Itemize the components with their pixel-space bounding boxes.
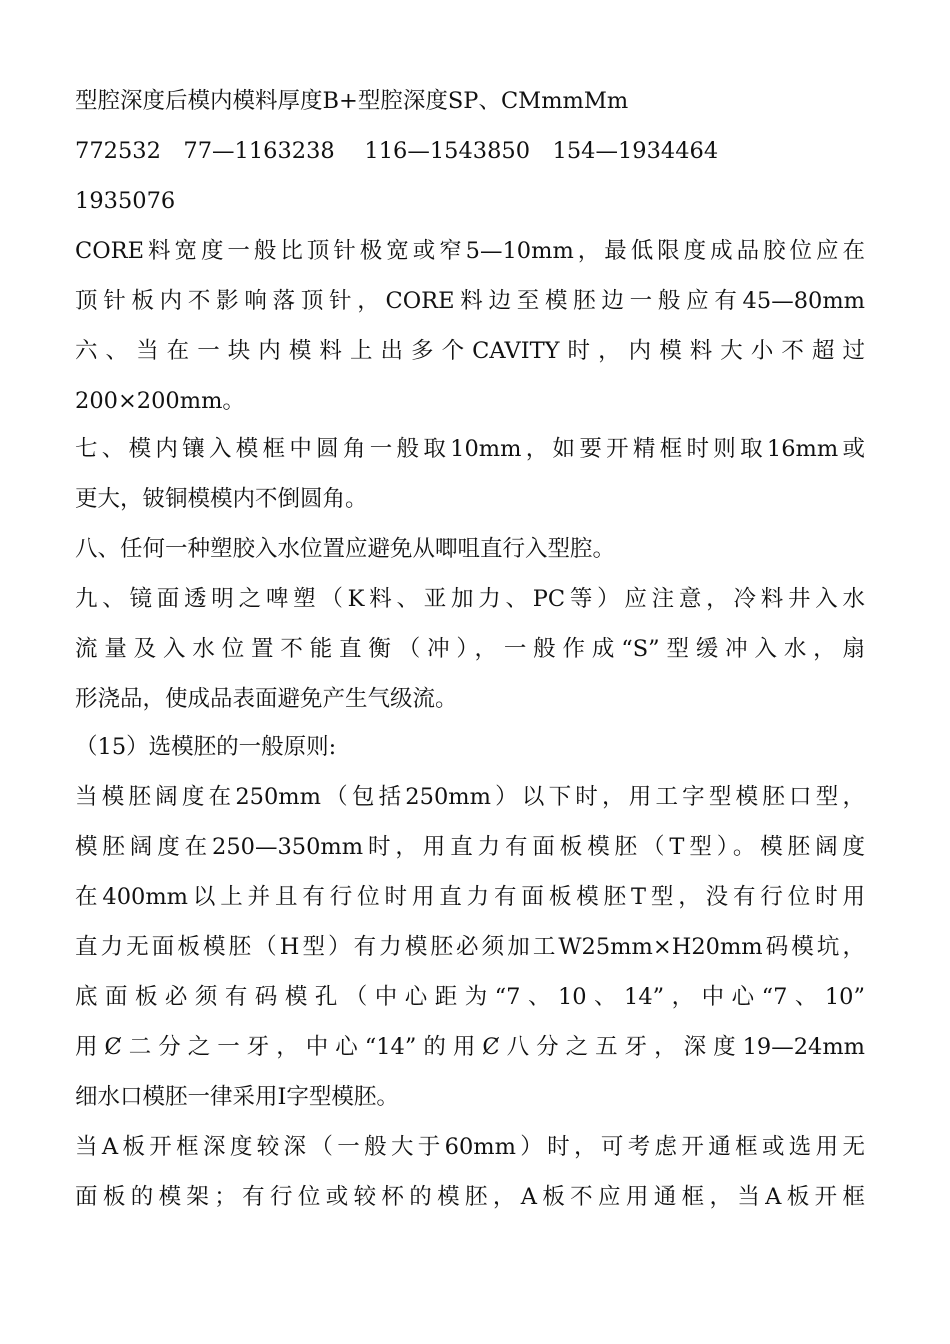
text-line: 当模胚阔度在250mm（包括250mm）以下时，用工字型模胚口型， [75, 784, 865, 810]
text-line: 1935076 [75, 188, 176, 214]
text-line: 顶针板内不影响落顶针，CORE料边至模胚边一般应有45—80mm [75, 288, 865, 314]
text-line: 形浇品，使成品表面避免产生气级流。 [75, 686, 458, 712]
text-line: 更大，铍铜模模内不倒圆角。 [75, 486, 368, 512]
text-line: 七、模内镶入模框中圆角一般取10mm，如要开精框时则取16mm或 [75, 436, 865, 462]
text-line: 772532 77—1163238 116—1543850 154—1934464 [75, 138, 719, 164]
section-heading: （15）选模胚的一般原则: [75, 734, 337, 760]
text-line: 流量及入水位置不能直衡（冲），一般作成“S”型缓冲入水，扇 [75, 636, 865, 662]
text-line: 直力无面板模胚（H型）有力模胚必须加工W25mm×H20mm码模坑， [75, 934, 865, 960]
text-line: 在400mm以上并且有行位时用直力有面板模胚T型，没有行位时用 [75, 884, 865, 910]
text-line: 细水口模胚一律采用I字型模胚。 [75, 1084, 399, 1110]
text-line: 面板的模架；有行位或较杯的模胚，A板不应用通框，当A板开框 [75, 1184, 865, 1210]
text-line: 模胚阔度在250—350mm时，用直力有面板模胚（T型）。模胚阔度 [75, 834, 865, 860]
text-line: 六、当在一块内模料上出多个CAVITY时，内模料大小不超过 [75, 338, 865, 364]
text-line: 用Ȼ二分之一牙，中心“14”的用Ȼ八分之五牙，深度19—24mm [75, 1034, 865, 1060]
text-line: 九、镜面透明之啤塑（K料、亚加力、PC等）应注意，冷料井入水 [75, 586, 865, 612]
text-line: 八、任何一种塑胶入水位置应避免从唧咀直行入型腔。 [75, 536, 616, 562]
text-line: CORE料宽度一般比顶针极宽或窄5—10mm，最低限度成品胶位应在 [75, 238, 865, 264]
text-line: 型腔深度后模内模料厚度B+型腔深度SP、CMmmMm [75, 88, 629, 114]
text-line: 200×200mm。 [75, 388, 245, 414]
text-line: 当A板开框深度较深（一般大于60mm）时，可考虑开通框或选用无 [75, 1134, 865, 1160]
text-line: 底面板必须有码模孔（中心距为“7、10、14”，中心“7、10” [75, 984, 865, 1010]
